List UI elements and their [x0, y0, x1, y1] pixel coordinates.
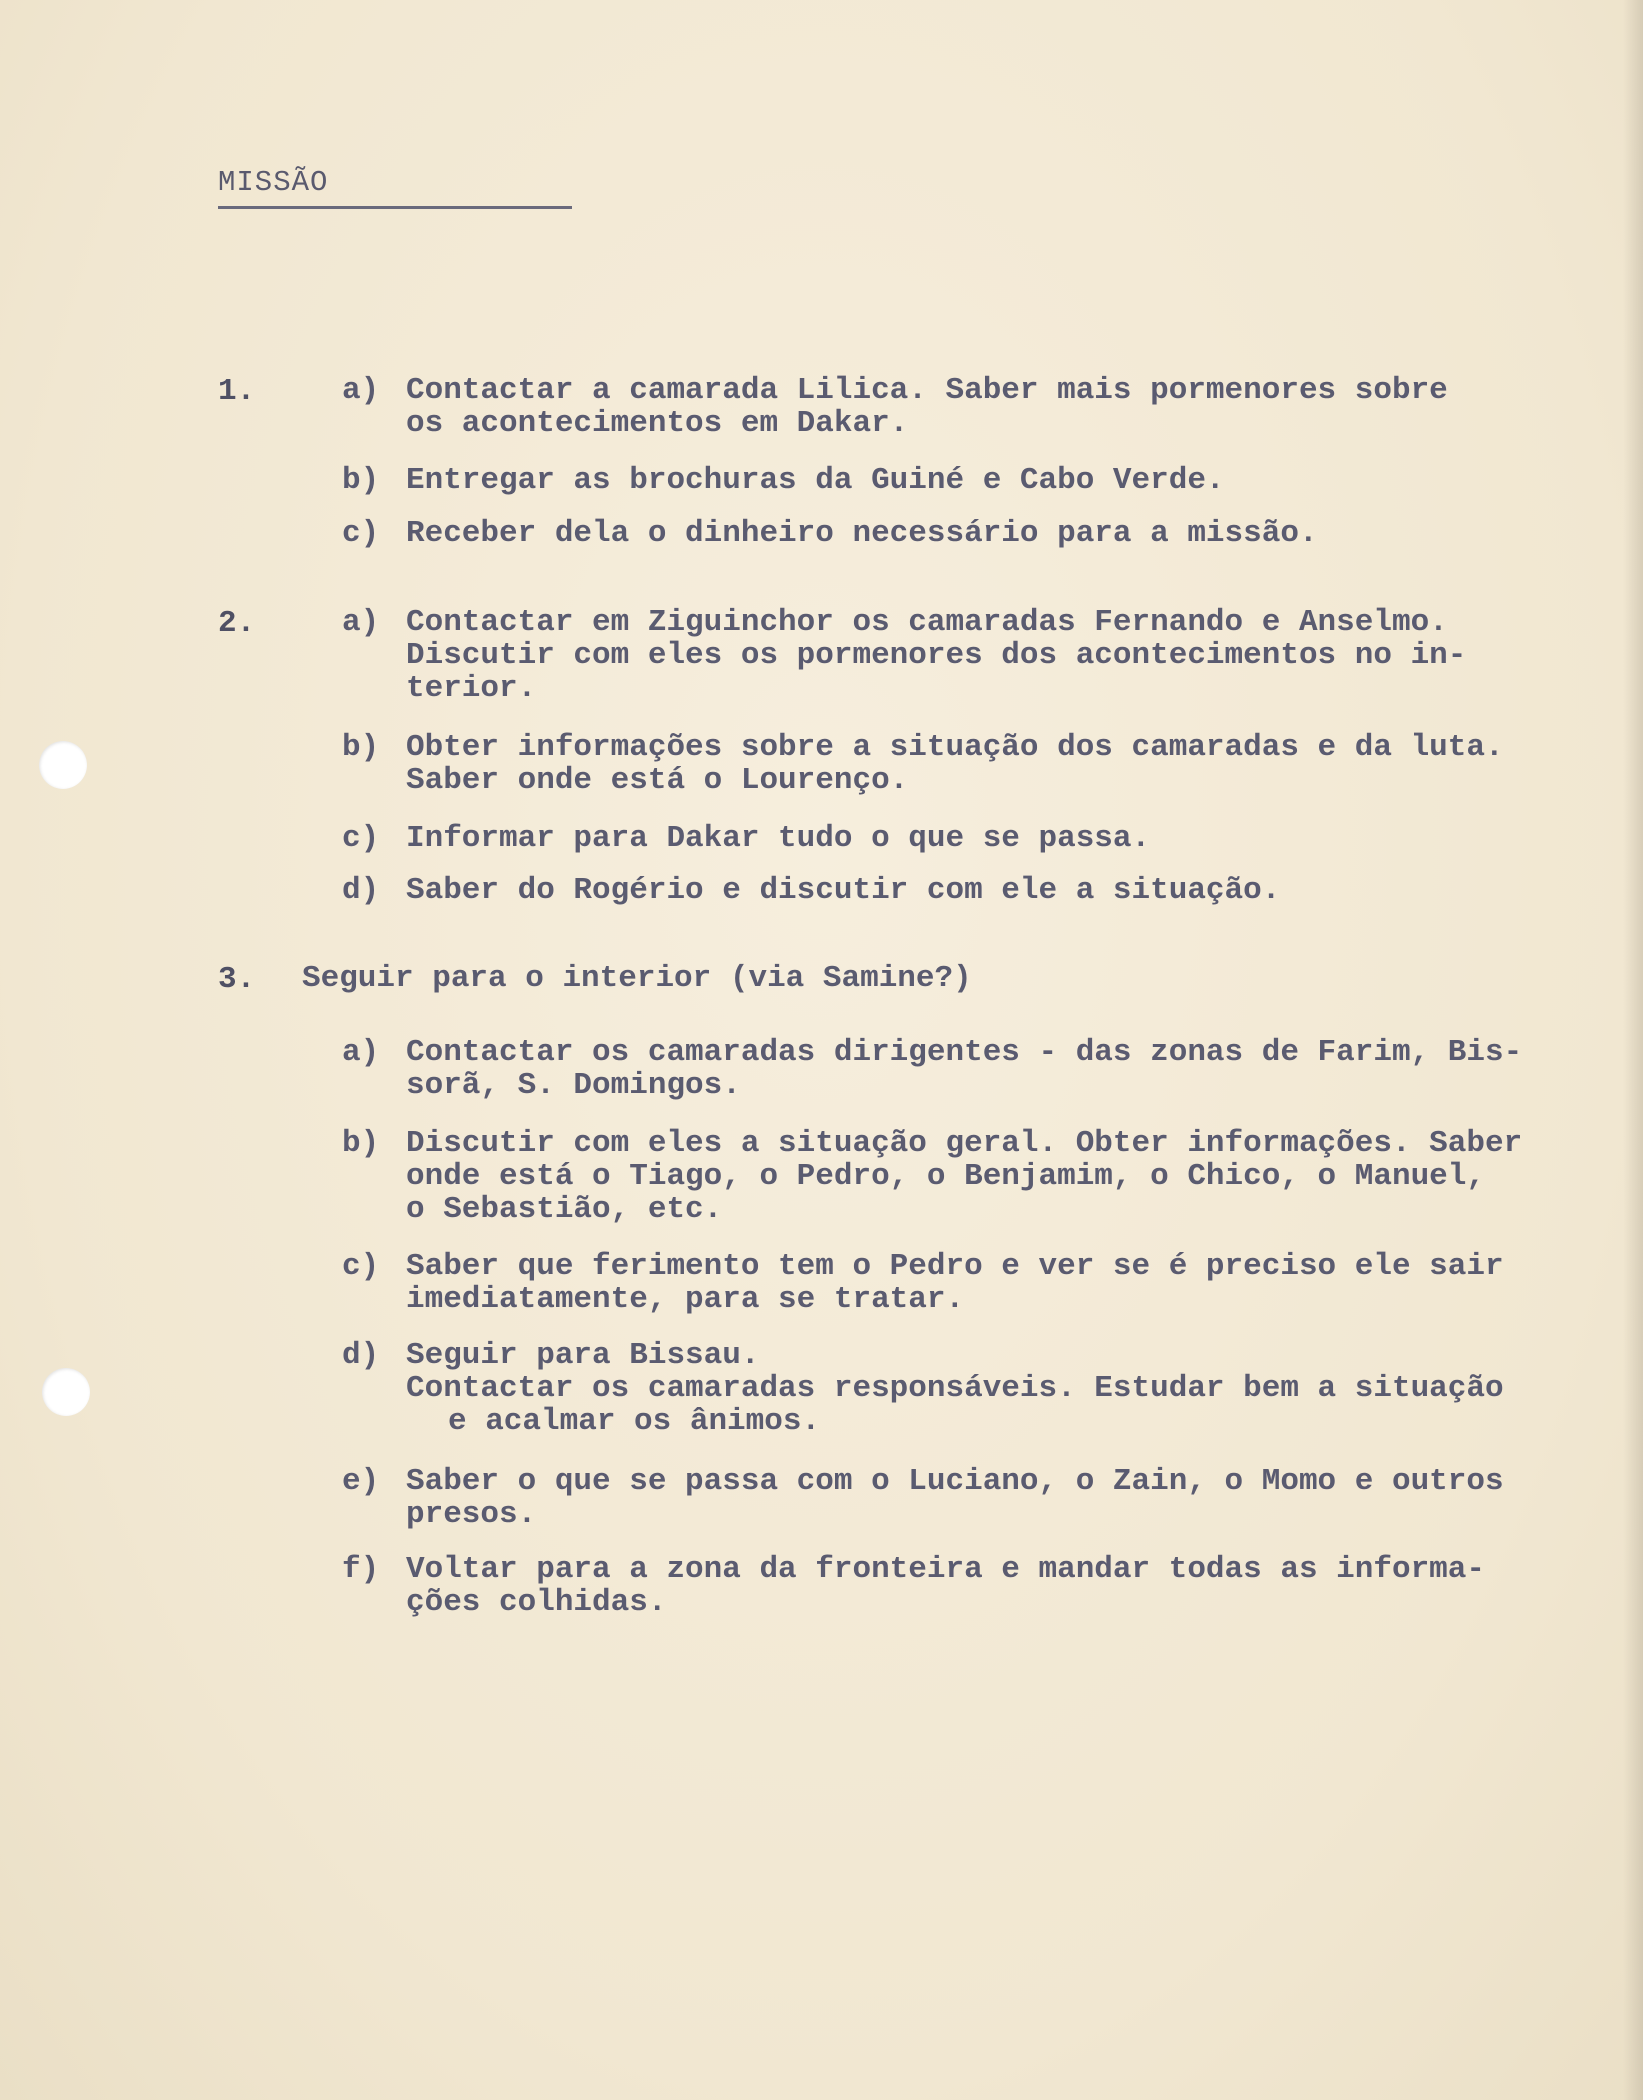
item-text-line: Discutir com eles os pormenores dos acontecimentos no in-: [406, 638, 1467, 673]
item-text-line: Contactar os camaradas responsáveis. Estudar bem a situação: [406, 1371, 1504, 1406]
item-1b: [342, 464, 1225, 497]
item-text-line: sorã, S. Domingos.: [406, 1068, 741, 1103]
item-text-line: ções colhidas.: [406, 1585, 667, 1620]
item-letter: d): [342, 1338, 380, 1373]
item-1c: [342, 517, 1318, 550]
item-text-line: e acalmar os ânimos.: [448, 1404, 821, 1439]
item-letter: a): [342, 1035, 380, 1070]
item-text-line: Receber dela o dinheiro necessário para a missão.: [406, 516, 1318, 551]
item-text-line: Saber o que se passa com o Luciano, o Zain, o Momo e outros: [406, 1464, 1504, 1499]
section-intro-text: Seguir para o interior (via Samine?): [302, 961, 972, 996]
item-text-line: Saber onde está o Lourenço.: [406, 763, 909, 798]
item-text-line: Obter informações sobre a situação dos camaradas e da luta.: [406, 730, 1504, 765]
item-letter: b): [342, 1126, 380, 1161]
item-letter: c): [342, 516, 380, 551]
item-text-line: Contactar a camarada Lilica. Saber mais pormenores sobre: [406, 373, 1448, 408]
document-title: MISSÃO: [218, 166, 329, 199]
item-letter: b): [342, 463, 380, 498]
punch-hole-bottom: [42, 1368, 90, 1416]
item-letter: e): [342, 1464, 380, 1499]
item-text-line: o Sebastião, etc.: [406, 1192, 723, 1227]
section-number-1: 1.: [218, 374, 256, 409]
item-3a: [342, 1036, 1522, 1102]
item-2b: [342, 731, 1504, 797]
item-text-line: Voltar para a zona da fronteira e mandar todas as informa-: [406, 1552, 1485, 1587]
item-2d: [342, 874, 1280, 907]
item-letter: b): [342, 730, 380, 765]
title-underline: [218, 206, 572, 209]
item-2a: [342, 606, 1466, 705]
item-text-line: Informar para Dakar tudo o que se passa.: [406, 821, 1151, 856]
item-text-line: Saber do Rogério e discutir com ele a situação.: [406, 873, 1281, 908]
item-text-line: Saber que ferimento tem o Pedro e ver se é preciso ele sair: [406, 1249, 1504, 1284]
section-number-3: 3.: [218, 962, 256, 997]
item-3f: [342, 1553, 1485, 1619]
item-1a: [342, 374, 1448, 440]
item-letter: a): [342, 605, 380, 640]
section-number-2: 2.: [218, 606, 256, 641]
item-text-line: presos.: [406, 1497, 537, 1532]
item-letter: c): [342, 1249, 380, 1284]
item-letter: d): [342, 873, 380, 908]
item-3b: [342, 1127, 1522, 1226]
item-letter: c): [342, 821, 380, 856]
item-text-line: terior.: [406, 671, 537, 706]
item-text-line: Entregar as brochuras da Guiné e Cabo Verde.: [406, 463, 1225, 498]
punch-hole-top: [39, 741, 87, 789]
section-3-intro: [302, 962, 972, 995]
item-text-line: os acontecimentos em Dakar.: [406, 406, 909, 441]
item-3c: [342, 1250, 1504, 1316]
item-text-line: Contactar os camaradas dirigentes - das zonas de Farim, Bis-: [406, 1035, 1523, 1070]
item-text-line: onde está o Tiago, o Pedro, o Benjamim, o Chico, o Manuel,: [406, 1159, 1485, 1194]
item-2c: [342, 822, 1150, 855]
item-text-line: Contactar em Ziguinchor os camaradas Fernando e Anselmo.: [406, 605, 1448, 640]
page-edge-shadow: [1623, 0, 1643, 2100]
item-3e: [342, 1465, 1504, 1531]
item-text-line: Seguir para Bissau.: [406, 1338, 760, 1373]
item-text-line: imediatamente, para se tratar.: [406, 1282, 965, 1317]
item-text-line: Discutir com eles a situação geral. Obter informações. Saber: [406, 1126, 1523, 1161]
item-3d: [342, 1339, 1504, 1438]
item-letter: a): [342, 373, 380, 408]
item-letter: f): [342, 1552, 380, 1587]
